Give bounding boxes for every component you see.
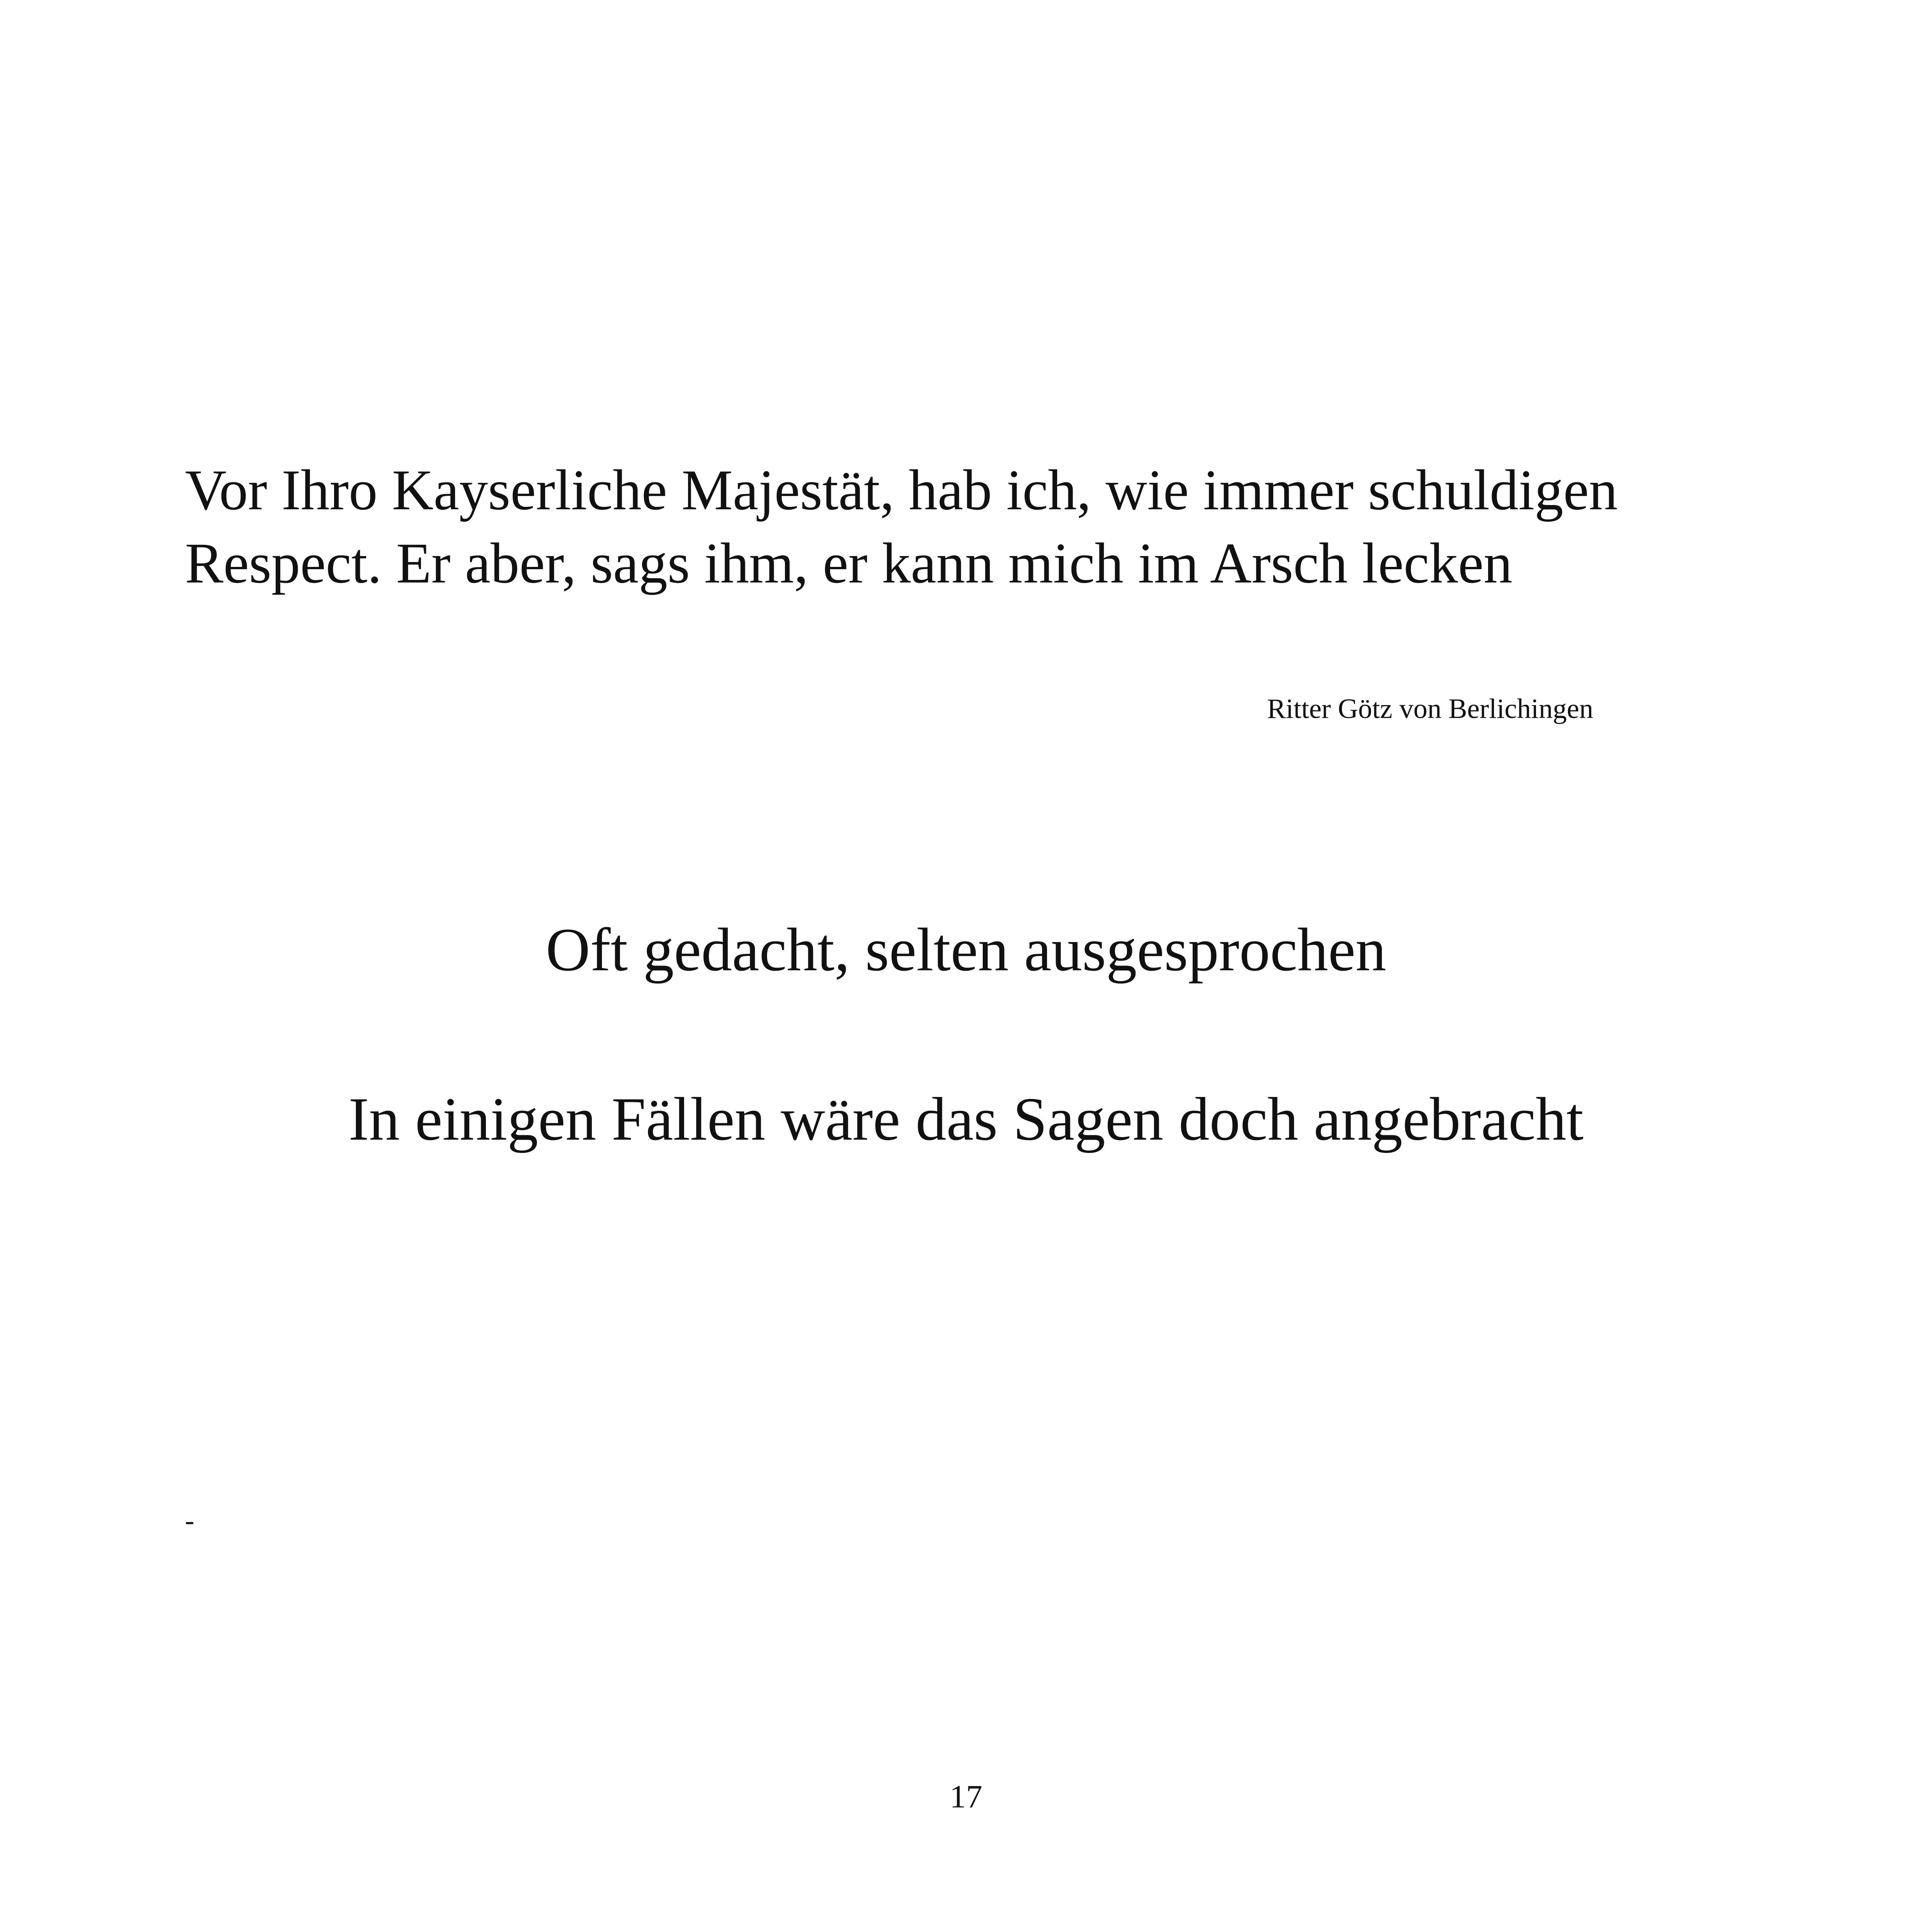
headline-secondary: In einigen Fällen wäre das Sagen doch angebracht bbox=[348, 1085, 1584, 1153]
quote-text: Vor Ihro Kayserliche Majestät, hab ich, wie immer schuldigen Respect. Er aber, sags ihm, er kann mich im Arsch lecken bbox=[185, 458, 1618, 595]
stray-dash: - bbox=[185, 1505, 194, 1536]
headline-primary: Oft gedacht, selten ausgesprochen bbox=[545, 916, 1387, 984]
quote-attribution: Ritter Götz von Berlichingen bbox=[1267, 693, 1593, 724]
page-number: 17 bbox=[950, 1779, 982, 1815]
